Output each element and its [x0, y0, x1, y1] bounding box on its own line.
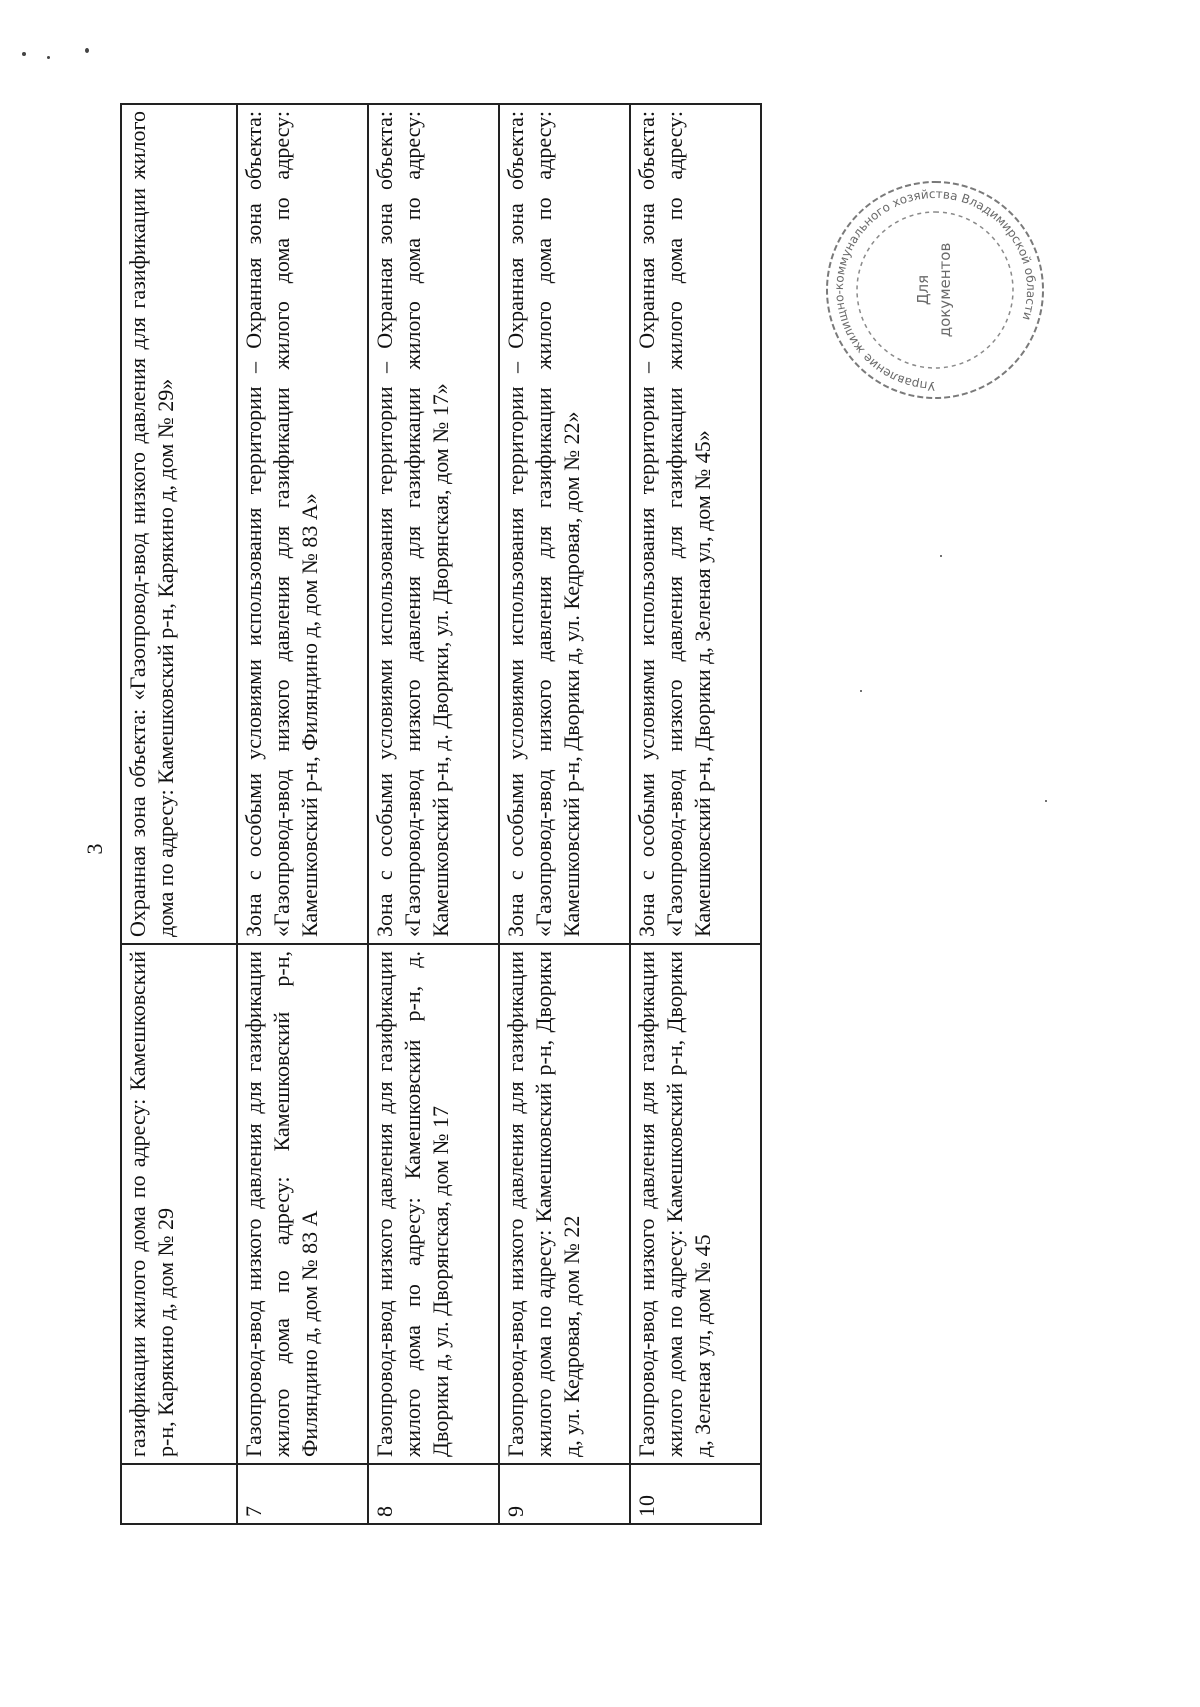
zones-table: [120, 103, 762, 1525]
object-cell: газификации жилого дома по адресу: Камешковский р-н, Карякино д, дом № 29: [121, 944, 237, 1464]
scan-speck: [85, 48, 89, 53]
stamp-ring-text: Управление жилищно-коммунального хозяйства Владимирской области: [831, 186, 1039, 394]
scan-speck: [940, 555, 942, 557]
table-rotator: [120, 105, 760, 1525]
page-number: 3: [82, 843, 107, 855]
row-number: 10: [630, 1464, 761, 1524]
zone-cell: Зона с особыми условиями использования территории – Охранная зона объекта: «Газопровод-ввод низкого давления для газификации жилого дома по адресу: Камешковский р-н, д. Дворики, ул. Дворянская, дом № 17»: [368, 104, 499, 944]
row-number: [121, 1464, 237, 1524]
zone-cell: Охранная зона объекта: «Газопровод-ввод низкого давления для газификации жилого дома по адресу: Камешковский р-н, Карякино д, дом № 29»: [121, 104, 237, 944]
object-cell: Газопровод-ввод низкого давления для газификации жилого дома по адресу: Камешковский р-н, д. Дворики д, ул. Дворянская, дом № 17: [368, 944, 499, 1464]
scan-speck: [1045, 800, 1047, 802]
scan-speck: [22, 52, 26, 56]
stamp-inner-ring: [857, 212, 1013, 368]
stamp-center-text-2: документов: [936, 242, 954, 338]
scan-speck: [47, 56, 50, 59]
row-number: 7: [237, 1464, 368, 1524]
object-cell: Газопровод-ввод низкого давления для газификации жилого дома по адресу: Камешковский р-н, Дворики д, Зеленая ул, дом № 45: [630, 944, 761, 1464]
table-row: [121, 104, 237, 1524]
row-number: 9: [499, 1464, 630, 1524]
object-cell: Газопровод-ввод низкого давления для газификации жилого дома по адресу: Камешковский р-н, Дворики д, ул. Кедровая, дом № 22: [499, 944, 630, 1464]
stamp-outer-ring: [827, 182, 1043, 398]
table-row: [630, 104, 761, 1524]
row-number: 8: [368, 1464, 499, 1524]
scan-speck: [860, 690, 862, 692]
stamp-center-text-1: Для: [914, 274, 932, 306]
zone-cell: Зона с особыми условиями использования территории – Охранная зона объекта: «Газопровод-ввод низкого давления для газификации жилого дома по адресу: Камешковский р-н, Дворики д, ул. Кедровая, дом № 22»: [499, 104, 630, 944]
object-cell: Газопровод-ввод низкого давления для газификации жилого дома по адресу: Камешковский р-н, Филяндино д, дом № 83 А: [237, 944, 368, 1464]
table-row: [237, 104, 368, 1524]
zone-cell: Зона с особыми условиями использования территории – Охранная зона объекта: «Газопровод-ввод низкого давления для газификации жилого дома по адресу: Камешковский р-н, Дворики д, Зеленая ул, дом № 45»: [630, 104, 761, 944]
table-row: [368, 104, 499, 1524]
zone-cell: Зона с особыми условиями использования территории – Охранная зона объекта: «Газопровод-ввод низкого давления для газификации жилого дома по адресу: Камешковский р-н, Филяндино д, дом № 83 А»: [237, 104, 368, 944]
round-stamp: [820, 175, 1050, 405]
table-row: [499, 104, 630, 1524]
